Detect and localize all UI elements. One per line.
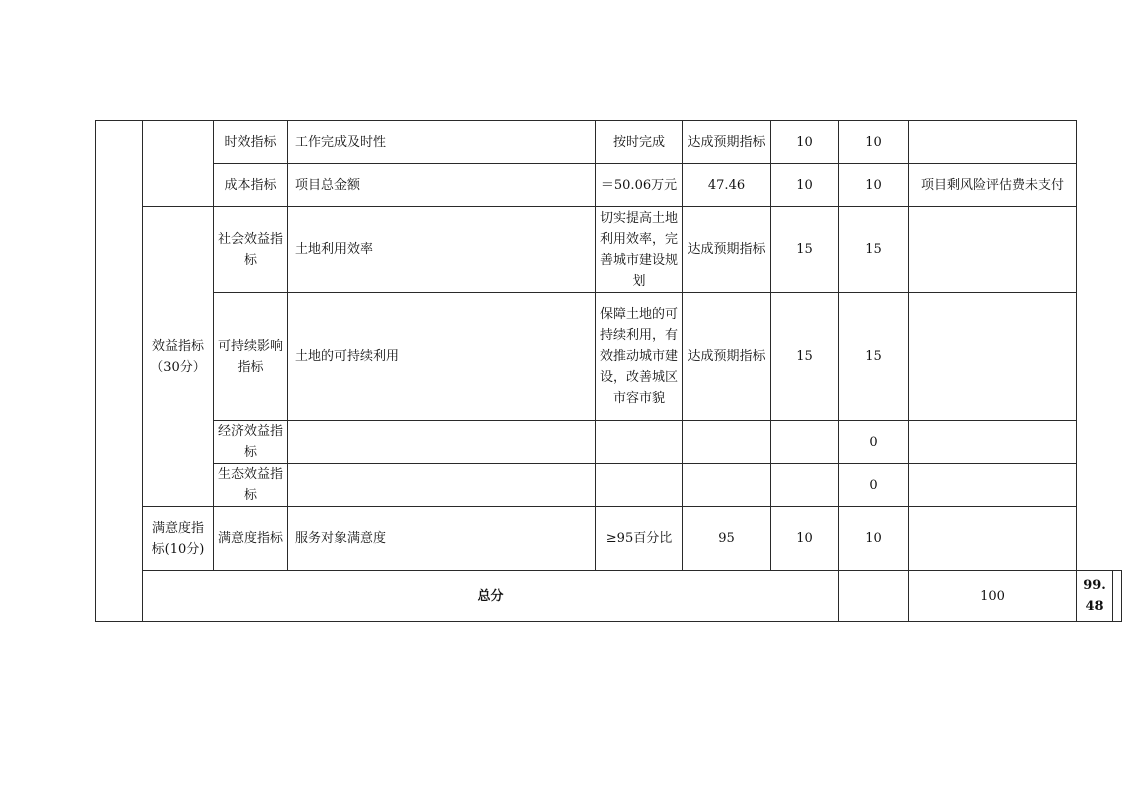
weight-cell [771,421,839,464]
level3-indicator-cell: 成本指标 [214,164,288,207]
level3-indicator-cell: 经济效益指标 [214,421,288,464]
total-note-cell [1113,571,1122,622]
annual-target-cell [596,421,683,464]
actual-value-cell: 95 [683,507,771,571]
total-label-cell: 总分 [143,571,839,622]
weight-cell: 10 [771,164,839,207]
indicator-name-cell: 工作完成及时性 [288,121,596,164]
annual-target-cell: ≥95百分比 [596,507,683,571]
weight-cell: 10 [771,507,839,571]
indicator-name-cell: 项目总金额 [288,164,596,207]
score-cell: 10 [839,164,909,207]
level3-indicator-cell: 社会效益指标 [214,207,288,293]
total-row [96,571,1122,622]
note-cell [909,507,1077,571]
note-cell [909,464,1077,507]
annual-target-cell [596,464,683,507]
indicator-name-cell [288,421,596,464]
level3-indicator-cell: 生态效益指标 [214,464,288,507]
indicator-name-cell: 土地的可持续利用 [288,293,596,421]
level3-indicator-cell: 满意度指标 [214,507,288,571]
note-cell [909,421,1077,464]
actual-value-cell: 达成预期指标 [683,121,771,164]
table-row [96,421,1122,464]
indicator-name-cell [288,464,596,507]
actual-value-cell: 达成预期指标 [683,207,771,293]
total-score-cell: 99.48 [1077,571,1113,622]
weight-cell: 15 [771,207,839,293]
table-row [96,121,1122,164]
table-row [96,464,1122,507]
note-cell [909,121,1077,164]
note-cell [909,293,1077,421]
score-cell: 15 [839,207,909,293]
table-row [96,164,1122,207]
total-actual-cell [839,571,909,622]
actual-value-cell: 达成预期指标 [683,293,771,421]
level1-indicator-cell [96,121,143,622]
indicator-name-cell: 服务对象满意度 [288,507,596,571]
score-cell: 10 [839,507,909,571]
weight-cell [771,464,839,507]
score-cell: 10 [839,121,909,164]
weight-cell: 10 [771,121,839,164]
level2-indicator-cell: 效益指标（30分） [143,207,214,507]
weight-cell: 15 [771,293,839,421]
actual-value-cell [683,464,771,507]
note-cell [909,207,1077,293]
annual-target-cell: 保障土地的可持续利用，有效推动城市建设，改善城区市容市貌 [596,293,683,421]
score-cell: 15 [839,293,909,421]
actual-value-cell: 47.46 [683,164,771,207]
score-cell: 0 [839,421,909,464]
actual-value-cell [683,421,771,464]
level2-indicator-cell: 满意度指标(10分) [143,507,214,571]
annual-target-cell: ＝50.06万元 [596,164,683,207]
table-row [96,507,1122,571]
table-row [96,207,1122,293]
level3-indicator-cell: 时效指标 [214,121,288,164]
total-weight-cell: 100 [909,571,1077,622]
indicator-name-cell: 土地利用效率 [288,207,596,293]
performance-evaluation-table [95,120,1122,622]
annual-target-cell: 切实提高土地利用效率，完善城市建设规划 [596,207,683,293]
annual-target-cell: 按时完成 [596,121,683,164]
level2-indicator-cell [143,121,214,207]
score-cell: 0 [839,464,909,507]
table-row [96,293,1122,421]
note-cell: 项目剩风险评估费未支付 [909,164,1077,207]
level3-indicator-cell: 可持续影响指标 [214,293,288,421]
